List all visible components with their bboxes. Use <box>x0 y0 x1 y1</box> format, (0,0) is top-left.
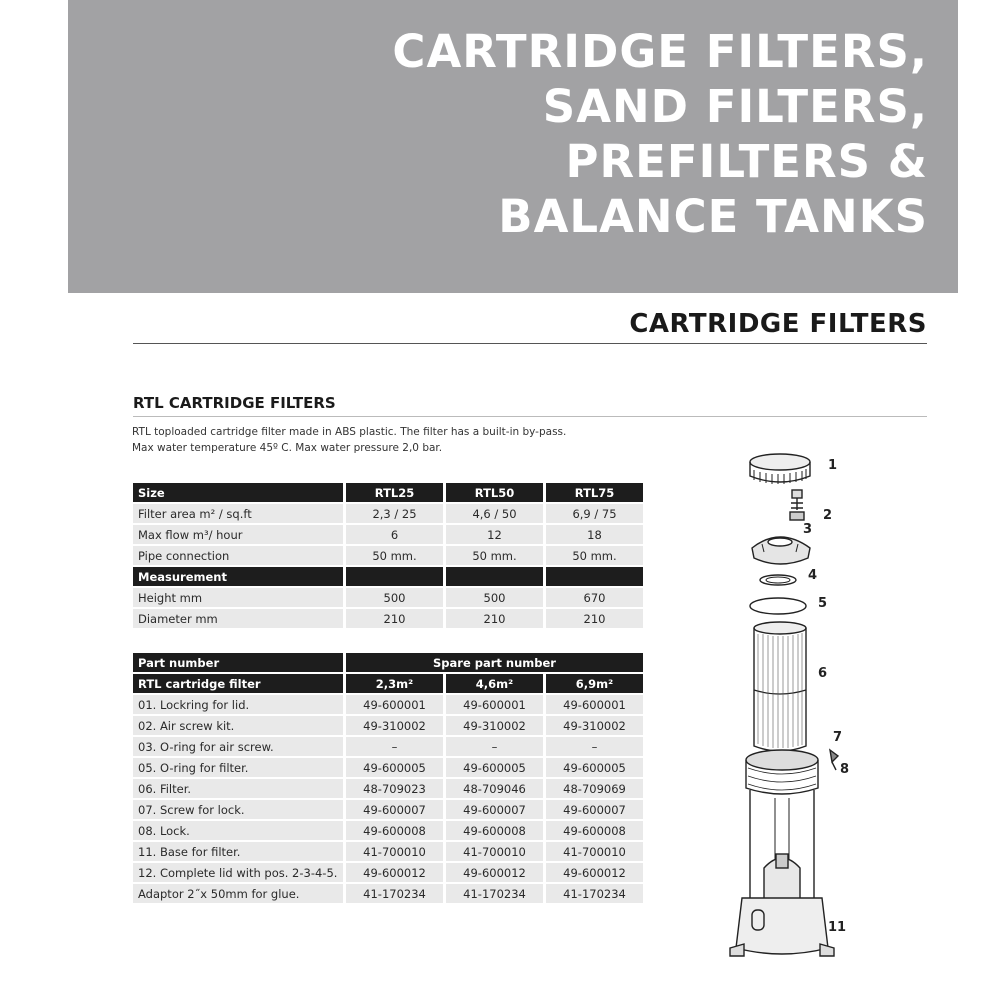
parts-cell: 49-600008 <box>443 821 543 842</box>
spec-cell: Diameter mm <box>133 609 343 630</box>
callout-7: 7 <box>833 730 843 745</box>
parts-cell: 49-600007 <box>543 800 643 821</box>
header-banner <box>68 0 958 293</box>
measurement-header-row <box>133 567 643 588</box>
exploded-diagram <box>720 448 870 968</box>
table-row <box>133 884 643 905</box>
spec-cell: 4,6 / 50 <box>443 504 543 525</box>
spec-cell: 12 <box>443 525 543 546</box>
parts-header-cell: 2,3m² <box>343 674 443 695</box>
section-divider <box>133 343 927 344</box>
spec-cell: 50 mm. <box>443 546 543 567</box>
parts-cell: 49-600001 <box>543 695 643 716</box>
o-ring-large-drawing <box>750 598 806 614</box>
spec-cell: Max flow m³/ hour <box>133 525 343 546</box>
spec-table <box>133 483 643 630</box>
section-title: CARTRIDGE FILTERS <box>629 309 927 339</box>
description-line: Max water temperature 45º C. Max water pressure 2,0 bar. <box>132 442 443 454</box>
parts-cell: 41-700010 <box>343 842 443 863</box>
table-row <box>133 609 643 630</box>
parts-cell: 12. Complete lid with pos. 2-3-4-5. <box>133 863 343 884</box>
spec-cell: 500 <box>443 588 543 609</box>
spec-header-cell: RTL25 <box>343 483 443 504</box>
parts-cell: 41-170234 <box>443 884 543 905</box>
parts-header-cell: Part number <box>133 653 343 674</box>
parts-cell: 49-600001 <box>343 695 443 716</box>
parts-cell: Adaptor 2˝x 50mm for glue. <box>133 884 343 905</box>
lockring-drawing <box>750 454 810 484</box>
spec-cell: 210 <box>443 609 543 630</box>
callout-4: 4 <box>808 568 818 583</box>
parts-cell: 05. O-ring for filter. <box>133 758 343 779</box>
spec-header-cell <box>343 567 443 588</box>
parts-cell: 49-600007 <box>343 800 443 821</box>
parts-cell: 49-600012 <box>343 863 443 884</box>
parts-cell: 41-700010 <box>543 842 643 863</box>
table-row <box>133 821 643 842</box>
parts-cell: 49-310002 <box>443 716 543 737</box>
description-line: RTL toploaded cartridge filter made in ABS plastic. The filter has a built-in by-pass. <box>132 426 567 438</box>
table-row <box>133 695 643 716</box>
parts-cell: – <box>343 737 443 758</box>
table-row <box>133 546 643 567</box>
spec-cell: 6 <box>343 525 443 546</box>
air-screw-drawing <box>790 490 804 520</box>
table-row <box>133 716 643 737</box>
callout-3: 3 <box>803 522 813 537</box>
parts-header-cell: 6,9m² <box>543 674 643 695</box>
spec-header-cell <box>543 567 643 588</box>
spec-cell: Filter area m² / sq.ft <box>133 504 343 525</box>
spec-cell: 500 <box>343 588 443 609</box>
parts-cell: – <box>543 737 643 758</box>
spec-cell: 50 mm. <box>343 546 443 567</box>
filter-drawing <box>720 448 870 968</box>
parts-body <box>133 695 643 905</box>
parts-cell: 49-600008 <box>543 821 643 842</box>
parts-cell: 49-600007 <box>443 800 543 821</box>
callout-6: 6 <box>818 666 828 681</box>
table-row <box>133 800 643 821</box>
spec-cell: 670 <box>543 588 643 609</box>
parts-cell: 03. O-ring for air screw. <box>133 737 343 758</box>
spec-cell: 210 <box>543 609 643 630</box>
parts-cell: 49-600005 <box>543 758 643 779</box>
table-row <box>133 758 643 779</box>
spec-cell: 18 <box>543 525 643 546</box>
table-row <box>133 842 643 863</box>
parts-cell: 49-600001 <box>443 695 543 716</box>
parts-header-cell: RTL cartridge filter <box>133 674 343 695</box>
parts-header-cell: Spare part number <box>343 653 643 674</box>
banner-title-line: PREFILTERS & <box>565 135 928 188</box>
parts-header-row <box>133 653 643 674</box>
table-row <box>133 588 643 609</box>
spec-cell: Height mm <box>133 588 343 609</box>
table-row <box>133 737 643 758</box>
callout-5: 5 <box>818 596 828 611</box>
parts-cell: 48-709023 <box>343 779 443 800</box>
parts-cell: – <box>443 737 543 758</box>
parts-cell: 01. Lockring for lid. <box>133 695 343 716</box>
spec-cell: Pipe connection <box>133 546 343 567</box>
table-row <box>133 504 643 525</box>
parts-cell: 49-310002 <box>543 716 643 737</box>
parts-cell: 49-600005 <box>443 758 543 779</box>
spec-header-cell: Size <box>133 483 343 504</box>
parts-cell: 11. Base for filter. <box>133 842 343 863</box>
callout-8: 8 <box>840 762 850 777</box>
lid-drawing <box>752 537 810 564</box>
parts-cell: 49-600012 <box>543 863 643 884</box>
parts-cell: 41-170234 <box>543 884 643 905</box>
product-title: RTL CARTRIDGE FILTERS <box>133 394 336 412</box>
callout-11: 11 <box>828 920 847 935</box>
parts-cell: 06. Filter. <box>133 779 343 800</box>
table-row <box>133 779 643 800</box>
spec-header-cell: RTL50 <box>443 483 543 504</box>
table-row <box>133 525 643 546</box>
parts-cell: 02. Air screw kit. <box>133 716 343 737</box>
spec-header-cell <box>443 567 543 588</box>
banner-title-line: BALANCE TANKS <box>498 190 928 243</box>
parts-cell: 41-170234 <box>343 884 443 905</box>
spec-cell: 2,3 / 25 <box>343 504 443 525</box>
spec-cell: 50 mm. <box>543 546 643 567</box>
callout-1: 1 <box>828 458 838 473</box>
parts-cell: 49-600008 <box>343 821 443 842</box>
parts-cell: 48-709069 <box>543 779 643 800</box>
parts-cell: 07. Screw for lock. <box>133 800 343 821</box>
parts-cell: 49-600005 <box>343 758 443 779</box>
parts-cell: 41-700010 <box>443 842 543 863</box>
spec-cell: 6,9 / 75 <box>543 504 643 525</box>
parts-cell: 48-709046 <box>443 779 543 800</box>
cartridge-drawing <box>754 622 806 751</box>
banner-title <box>392 24 928 244</box>
callout-2: 2 <box>823 508 833 523</box>
parts-subheader-row <box>133 674 643 695</box>
parts-cell: 49-310002 <box>343 716 443 737</box>
parts-cell: 08. Lock. <box>133 821 343 842</box>
lock-drawing <box>830 750 838 770</box>
banner-title-line: SAND FILTERS, <box>542 80 928 133</box>
parts-cell: 49-600012 <box>443 863 543 884</box>
product-divider <box>133 416 927 417</box>
spec-header-row <box>133 483 643 504</box>
parts-header-cell: 4,6m² <box>443 674 543 695</box>
table-row <box>133 863 643 884</box>
banner-title-line: CARTRIDGE FILTERS, <box>392 25 928 78</box>
spec-header-cell: RTL75 <box>543 483 643 504</box>
parts-table <box>133 653 643 905</box>
housing-drawing <box>730 750 834 956</box>
product-description <box>132 424 652 456</box>
spec-header-cell: Measurement <box>133 567 343 588</box>
spec-cell: 210 <box>343 609 443 630</box>
